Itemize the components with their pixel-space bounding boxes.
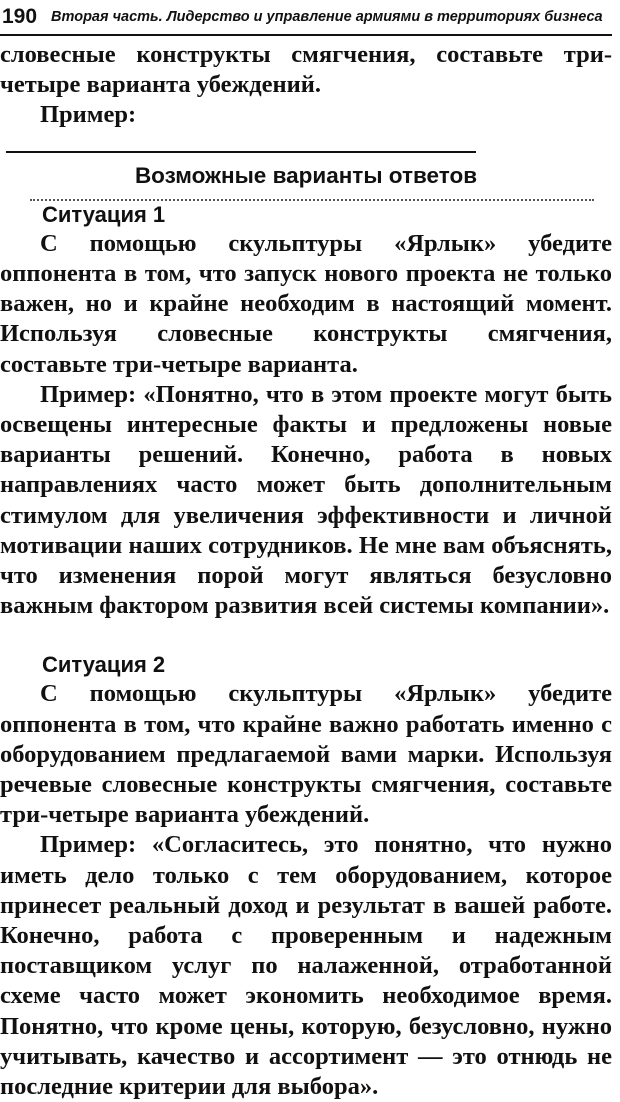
situation-1-example: Пример: «Понятно, что в этом проекте могут быть освещены интересные факты и предложены новые варианты решений. Конечно, работа в новых направлениях часто может быть дополнительным стимулом для увеличения эффективности и личной мотивации наших сотрудников. Не мне вам объяснять, что изменения порой могут являться безусловно важным фактором развития всей системы компании». [0, 380, 612, 620]
page-number: 190 [2, 5, 38, 28]
running-title: Вторая часть. Лидерство и управление армиями в территориях бизнеса [51, 9, 603, 25]
situation-2-title: Ситуация 2 [42, 652, 166, 678]
section-title: Возможные варианты ответов [134, 162, 478, 188]
situation-2-task: С помощью скульптуры «Ярлык» убедите оппонента в том, что крайне важно работать именно с оборудованием предлагаемой вами марки. Используя речевые словесные конструкты смягчения, составьте три-четыре варианта убеждений. [0, 680, 612, 829]
situation-2-example: Пример: «Согласитесь, это понятно, что нужно иметь дело только с тем оборудованием, которое принесет реальный доход и результат в вашей работе. Конечно, работа с проверенным и надежным поставщиком услуг по налаженной, отработанной схеме часто может экономить необходимое время. Понятно, что кроме цены, которую, безусловно, нужно учитывать, качество и ассортимент — это отнюдь не последние критерии для выбора». [0, 831, 612, 1101]
page-header [0, 0, 612, 36]
example-label: Пример: [40, 101, 137, 129]
intro-example [0, 100, 612, 160]
intro-paragraph: словесные конструкты смягчения, составьте три-четыре варианта убеждений. [0, 41, 612, 99]
page-body [0, 40, 612, 1102]
spacer [0, 621, 612, 651]
situation-1-task: С помощью скульптуры «Ярлык» убедите оппонента в том, что запуск нового проекта не только важен, но и крайне необходим в настоящий момент. Используя словесные конструкты смягчения, составьте три-четыре варианта. [0, 229, 612, 378]
situation-1-title: Ситуация 1 [42, 201, 166, 227]
answer-blank-line [6, 131, 476, 153]
